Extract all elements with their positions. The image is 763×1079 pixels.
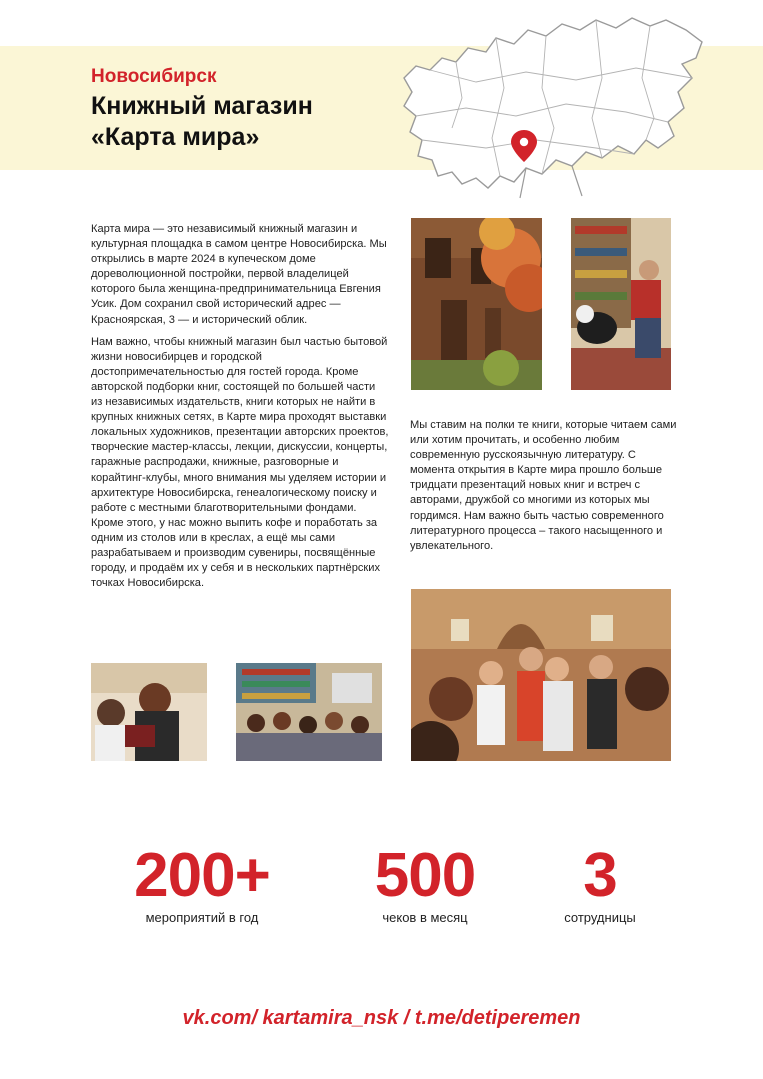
photo-lecture-audience	[236, 663, 382, 761]
intro-text	[91, 222, 389, 598]
page-title	[91, 91, 313, 153]
paragraph-activities: Нам важно, чтобы книжный магазин был частью бытовой жизни новосибирцев и городской достопримечательностью для гостей города. Кроме авторской подборки книг, состоящей по большей части из независимых издательств, книги которых не найти в крупных книжных сетях, в Карте мира проходят выставки локальных художников, презентации авторских проектов, творческие мастер-классы, лекции, дискуссии, концерты, гаражные распродажи, книжные, разговорные и корайтинг-клубы, много внимания мы уделяем истории и архитектуре Новосибирска, генеалогическому поиску и работе с местными благотворительными фондами. Кроме этого, у нас можно выпить кофе и поработать за одним из столов или в креслах, а ещё мы сами разрабатываем и производим сувениры, посвящённые городу, и продаём их у себя и в нескольких партнёрских точках Новосибирска.	[91, 335, 389, 590]
photo-dog-in-shop	[571, 218, 671, 390]
stat-receipts	[350, 838, 500, 925]
stat-staff-label: сотрудницы	[564, 910, 636, 925]
city-name: Новосибирск	[91, 66, 217, 87]
footer-links[interactable]: vk.com/ kartamira_nsk / t.me/detiperemen	[182, 1007, 581, 1029]
title-line-1: Книжный магазин	[91, 92, 313, 120]
photo-reading-book	[91, 663, 207, 761]
photo-author-meeting	[411, 589, 671, 761]
stat-events	[112, 838, 292, 925]
photo-historic-house	[411, 218, 542, 390]
stat-staff-value: 3	[583, 841, 617, 910]
stat-events-label: мероприятий в год	[145, 910, 259, 925]
stat-events-value: 200+	[134, 841, 270, 910]
stat-receipts-label: чеков в месяц	[382, 910, 468, 925]
russia-map-illustration	[396, 8, 716, 200]
paragraph-books: Мы ставим на полки те книги, которые читаем сами или хотим прочитать, и особенно любим современную русскоязычную литературу. С момента открытия в Карте мира прошло больше тридцати презентаций новых книг и встреч с авторами, дружбой со многими из которых мы гордимся. Нам важно быть частью современного литературного процесса – такого насыщенного и увлекательного.	[410, 419, 677, 552]
stat-receipts-value: 500	[374, 841, 476, 910]
title-line-2: «Карта мира»	[91, 123, 260, 151]
paragraph-about: Карта мира — это независимый книжный магазин и культурная площадка в самом центре Новосибирска. Мы открылись в марте 2024 в купеческом доме дореволюционной постройки, первой владелицей которого была женщина-предпринимательница Евгения Усик. Дом сохранил свой исторический адрес — Красноярская, 3 — и исторический облик.	[91, 223, 387, 326]
books-text	[410, 418, 678, 554]
stat-staff	[530, 838, 670, 925]
